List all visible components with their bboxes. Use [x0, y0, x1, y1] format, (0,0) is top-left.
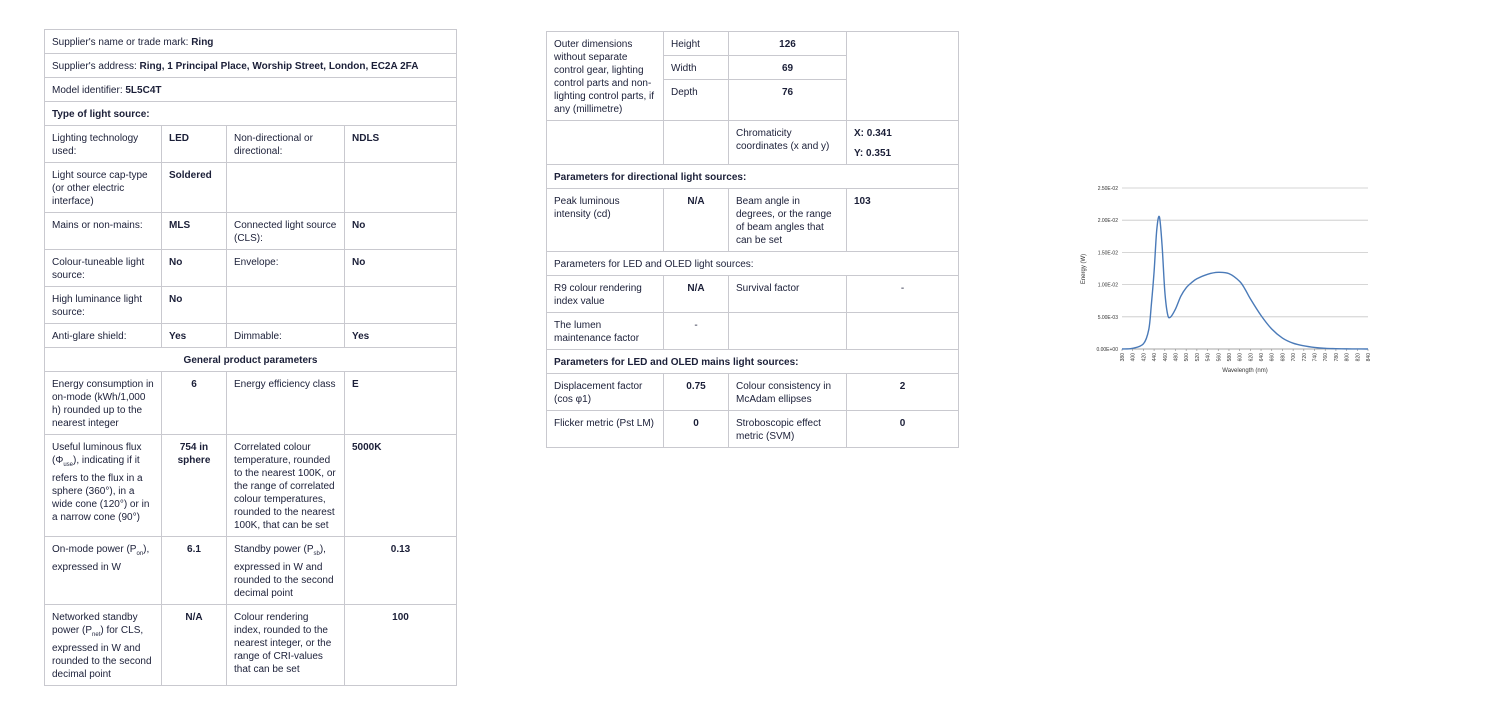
survival-factor-value: -	[847, 276, 959, 313]
mains-value: MLS	[162, 213, 227, 250]
chromaticity-label: Chromaticity coordinates (x and y)	[729, 121, 847, 165]
cct-value: 5000K	[345, 435, 457, 537]
cap-type-value: Soldered	[162, 163, 227, 213]
cap-type-label: Light source cap-type (or other electric interface)	[45, 163, 162, 213]
on-mode-power-value: 6.1	[162, 537, 227, 605]
height-value: 126	[729, 32, 847, 56]
dimmable-value: Yes	[345, 324, 457, 348]
chart-x-tick-label: 540	[1205, 353, 1212, 362]
anti-glare-label: Anti-glare shield:	[45, 324, 162, 348]
colour-consistency-label: Colour consistency in McAdam ellipses	[729, 374, 847, 411]
colour-consistency-value: 2	[847, 374, 959, 411]
outer-dimensions-label: Outer dimensions without separate control gear, lighting control parts and non-lighting control parts, if any (millimetre)	[547, 32, 664, 121]
energy-consumption-label: Energy consumption in on-mode (kWh/1,000 h) rounded up to the nearest integer	[45, 372, 162, 435]
chart-x-tick-label: 400	[1130, 353, 1137, 362]
directional-parameters-heading: Parameters for directional light sources:	[547, 165, 959, 189]
chart-x-tick-label: 780	[1333, 353, 1340, 362]
empty-cell	[847, 313, 959, 350]
chart-x-tick-label: 760	[1323, 353, 1330, 362]
chart-x-tick-label: 580	[1226, 353, 1233, 362]
depth-value: 76	[729, 80, 847, 121]
supplier-address-label: Supplier's address:	[52, 61, 137, 72]
r9-label: R9 colour rendering index value	[547, 276, 664, 313]
displacement-factor-value: 0.75	[664, 374, 729, 411]
supplier-name-label: Supplier's name or trade mark:	[52, 37, 189, 48]
lighting-technology-value: LED	[162, 126, 227, 163]
high-luminance-label: High luminance light source:	[45, 287, 162, 324]
cri-value: 100	[345, 605, 457, 686]
empty-cell	[664, 121, 729, 165]
networked-standby-value: N/A	[162, 605, 227, 686]
chart-x-tick-label: 660	[1269, 353, 1276, 362]
width-label: Width	[664, 56, 729, 80]
chart-y-tick-label: 0.00E+00	[1096, 347, 1118, 353]
efficiency-class-value: E	[345, 372, 457, 435]
peak-intensity-label: Peak luminous intensity (cd)	[547, 189, 664, 252]
anti-glare-value: Yes	[162, 324, 227, 348]
chart-x-axis-label: Wavelength (nm)	[1222, 368, 1268, 374]
mains-label: Mains or non-mains:	[45, 213, 162, 250]
flicker-metric-value: 0	[664, 411, 729, 448]
tuneable-value: No	[162, 250, 227, 287]
supplier-name-cell	[45, 30, 457, 54]
chart-y-axis-label: Energy (W)	[1081, 253, 1087, 285]
led-mains-parameters-heading: Parameters for LED and OLED mains light sources:	[547, 350, 959, 374]
model-identifier-label: Model identifier:	[52, 85, 123, 96]
networked-standby-label: Networked standby power $(P_{net})$ for CLS, expressed in W and rounded to the second decimal point	[45, 605, 162, 686]
model-identifier-value: 5L5C4T	[125, 85, 162, 96]
chart-x-tick-label: 700	[1291, 353, 1298, 362]
standby-power-label: Standby power $(P_{sb})$, expressed in W and rounded to the second decimal point	[227, 537, 345, 605]
cls-label: Connected light source (CLS):	[227, 213, 345, 250]
chart-x-tick-label: 500	[1184, 353, 1191, 362]
cri-label: Colour rendering index, rounded to the nearest integer, or the range of CRI-values that can be set	[227, 605, 345, 686]
directional-label: Non-directional or directional:	[227, 126, 345, 163]
luminous-flux-value: 754 in sphere	[162, 435, 227, 537]
chart-x-tick-label: 620	[1248, 353, 1255, 362]
chromaticity-x: X: 0.341	[854, 128, 892, 139]
efficiency-class-label: Energy efficiency class	[227, 372, 345, 435]
chromaticity-value	[847, 121, 959, 165]
empty-cell	[227, 287, 345, 324]
empty-cell	[345, 287, 457, 324]
chart-x-tick-label: 720	[1301, 353, 1308, 362]
lumen-maintenance-label: The lumen maintenance factor	[547, 313, 664, 350]
tuneable-label: Colour-tuneable light source:	[45, 250, 162, 287]
dimmable-label: Dimmable:	[227, 324, 345, 348]
supplier-address-value: Ring, 1 Principal Place, Worship Street, London, EC2A 2FA	[139, 61, 419, 72]
chart-x-tick-label: 460	[1162, 353, 1169, 362]
beam-angle-value: 103	[847, 189, 959, 252]
chart-series	[1122, 216, 1368, 349]
chart-x-tick-label: 520	[1194, 353, 1201, 362]
chart-x-tick-label: 640	[1259, 353, 1266, 362]
width-value: 69	[729, 56, 847, 80]
beam-angle-label: Beam angle in degrees, or the range of beam angles that can be set	[729, 189, 847, 252]
spectral-distribution-chart	[1075, 180, 1375, 380]
displacement-factor-label: Displacement factor (cos φ1)	[547, 374, 664, 411]
peak-intensity-value: N/A	[664, 189, 729, 252]
standby-power-value: 0.13	[345, 537, 457, 605]
chromaticity-y: Y: 0.351	[854, 148, 892, 159]
energy-consumption-value: 6	[162, 372, 227, 435]
luminous-flux-label: Useful luminous flux $(\Phi_{use})$, indicating if it refers to the flux in a sphere (360°), in a wide cone (120°) or in a narrow cone (90°)	[45, 435, 162, 537]
chart-y-tick-label: 2.00E-02	[1097, 218, 1118, 225]
chart-x-tick-label: 440	[1152, 353, 1159, 362]
chart-y-tick-label: 2.50E-02	[1097, 186, 1118, 192]
high-luminance-value: No	[162, 287, 227, 324]
empty-cell	[729, 313, 847, 350]
lighting-technology-label: Lighting technology used:	[45, 126, 162, 163]
chart-series-line	[1122, 216, 1368, 349]
survival-factor-label: Survival factor	[729, 276, 847, 313]
stroboscopic-value: 0	[847, 411, 959, 448]
chart-x-tick-label: 680	[1280, 353, 1287, 362]
depth-label: Depth	[664, 80, 729, 121]
chart-gridlines	[1122, 188, 1368, 349]
envelope-label: Envelope:	[227, 250, 345, 287]
empty-cell	[847, 32, 959, 121]
lumen-maintenance-value: -	[664, 313, 729, 350]
chart-x-ticks	[1120, 349, 1372, 361]
product-info-table-left	[44, 29, 457, 686]
chart-x-tick-label: 840	[1366, 353, 1372, 362]
supplier-name-value: Ring	[191, 37, 214, 48]
chart-x-tick-label: 800	[1344, 353, 1351, 362]
flicker-metric-label: Flicker metric (Pst LM)	[547, 411, 664, 448]
chart-x-tick-label: 480	[1173, 353, 1180, 362]
chart-x-tick-label: 740	[1312, 353, 1319, 362]
chart-x-tick-label: 600	[1237, 353, 1244, 362]
r9-value: N/A	[664, 276, 729, 313]
model-identifier-cell	[45, 78, 457, 102]
general-parameters-heading: General product parameters	[45, 348, 457, 372]
empty-cell	[547, 121, 664, 165]
supplier-address-cell	[45, 54, 457, 78]
on-mode-power-label: On-mode power $(P_{on})$, expressed in W	[45, 537, 162, 605]
chart-x-tick-label: 820	[1355, 353, 1362, 362]
empty-cell	[345, 163, 457, 213]
type-of-light-source-heading: Type of light source:	[45, 102, 457, 126]
stroboscopic-label: Stroboscopic effect metric (SVM)	[729, 411, 847, 448]
chart-y-ticks	[1096, 186, 1118, 353]
chart-x-tick-label: 560	[1216, 353, 1223, 362]
cct-label: Correlated colour temperature, rounded to the nearest 100K, or the range of correlated colour temperatures, rounded to the nearest 100K, that can be set	[227, 435, 345, 537]
product-info-table-right	[546, 31, 959, 448]
height-label: Height	[664, 32, 729, 56]
directional-value: NDLS	[345, 126, 457, 163]
cls-value: No	[345, 213, 457, 250]
chart-y-tick-label: 5.00E-03	[1097, 314, 1118, 321]
chart-y-tick-label: 1.50E-02	[1097, 250, 1118, 257]
chart-x-tick-label: 380	[1120, 353, 1126, 362]
chart-y-tick-label: 1.00E-02	[1097, 282, 1118, 289]
chart-x-tick-label: 420	[1141, 353, 1148, 362]
empty-cell	[227, 163, 345, 213]
envelope-value: No	[345, 250, 457, 287]
led-parameters-heading: Parameters for LED and OLED light sources:	[547, 252, 959, 276]
